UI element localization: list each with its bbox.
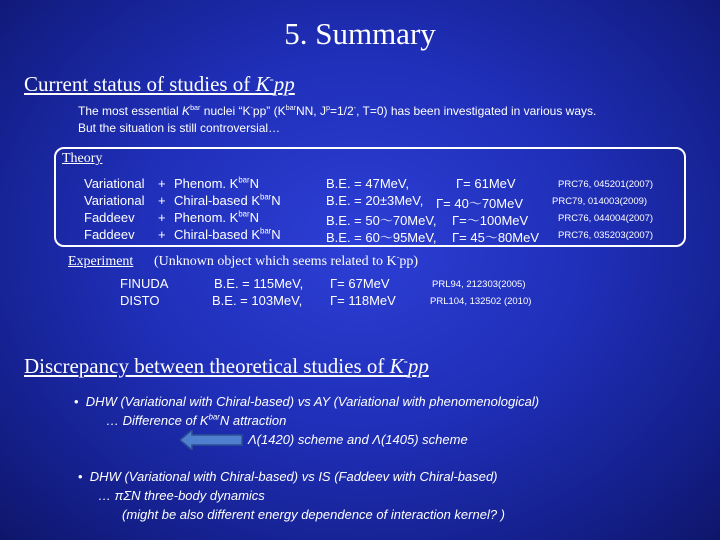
slide-title: 5. Summary bbox=[284, 16, 436, 51]
theory-width: Γ=～100MeV bbox=[452, 213, 529, 228]
theory-reference: PRC76, 035203(2007) bbox=[558, 230, 654, 241]
experiment-name: DISTO bbox=[120, 293, 160, 308]
experiment-name: FINUDA bbox=[120, 276, 169, 291]
theory-plus: + bbox=[158, 193, 166, 208]
theory-potential: Chiral-based $K^{bar}N$ bbox=[174, 192, 281, 208]
intro-line-1: The most essential $K^{bar}$ nuclei “K-pp” ($K^{bar}NN$, $J^p=1/2^-$, T=0) has been investigated in various ways. bbox=[78, 103, 597, 118]
theory-method: Variational bbox=[84, 176, 145, 191]
experiment-label: Experiment bbox=[68, 254, 134, 269]
bullet-2-line-3: (might be also different energy dependence of interaction kernel? ) bbox=[122, 507, 506, 522]
theory-method: Faddeev bbox=[84, 210, 135, 225]
experiment-note: (Unknown object which seems related to K-pp) bbox=[154, 252, 419, 269]
theory-binding-energy: B.E. = 50～70MeV, bbox=[326, 213, 437, 228]
intro-line-2: But the situation is still controversial… bbox=[78, 121, 281, 135]
bullet-1-line-2: … Difference of $K^{bar}N$ attraction bbox=[106, 412, 287, 428]
theory-width: Γ= 45～80MeV bbox=[452, 230, 540, 245]
current-status-heading: Current status of studies of K-pp bbox=[24, 72, 295, 96]
theory-potential: Phenom. $K^{bar}N$ bbox=[174, 175, 259, 191]
bullet-2-line-2: … πΣN three-body dynamics bbox=[98, 488, 265, 503]
theory-plus: + bbox=[158, 176, 166, 191]
theory-plus: + bbox=[158, 210, 166, 225]
bullet-1-line-1: • DHW (Variational with Chiral-based) vs AY (Variational with phenomenological) bbox=[74, 394, 540, 409]
theory-method: Variational bbox=[84, 193, 145, 208]
theory-method: Faddeev bbox=[84, 227, 135, 242]
theory-binding-energy: B.E. = 47MeV, bbox=[326, 176, 409, 191]
theory-binding-energy: B.E. = 60～95MeV, bbox=[326, 230, 437, 245]
theory-reference: PRC76, 044004(2007) bbox=[558, 213, 654, 224]
theory-reference: PRC76, 045201(2007) bbox=[558, 179, 654, 190]
experiment-binding-energy: B.E. = 103MeV, bbox=[212, 293, 303, 308]
bullet-1-line-3: Λ(1420) scheme and Λ(1405) scheme bbox=[248, 432, 468, 447]
theory-potential: Chiral-based $K^{bar}N$ bbox=[174, 226, 281, 242]
experiment-reference: PRL104, 132502 (2010) bbox=[430, 296, 532, 307]
theory-potential: Phenom. $K^{bar}N$ bbox=[174, 209, 259, 225]
bullet-dot-icon: • bbox=[78, 469, 83, 484]
experiment-width: Γ= 118MeV bbox=[330, 293, 396, 308]
theory-width: Γ= 40～70MeV bbox=[436, 196, 524, 211]
bullet-2-line-1: • DHW (Variational with Chiral-based) vs IS (Faddeev with Chiral-based) bbox=[78, 469, 498, 484]
experiment-width: Γ= 67MeV bbox=[330, 276, 390, 291]
left-arrow-icon bbox=[180, 430, 244, 450]
theory-reference: PRC79, 014003(2009) bbox=[552, 196, 648, 207]
theory-width: Γ= 61MeV bbox=[456, 176, 516, 191]
theory-label: Theory bbox=[62, 151, 103, 166]
theory-plus: + bbox=[158, 227, 166, 242]
experiment-binding-energy: B.E. = 115MeV, bbox=[214, 276, 304, 291]
bullet-dot-icon: • bbox=[74, 394, 79, 409]
experiment-reference: PRL94, 212303(2005) bbox=[432, 279, 526, 290]
discrepancy-heading: Discrepancy between theoretical studies of K-pp bbox=[24, 354, 429, 378]
theory-binding-energy: B.E. = 20±3MeV, bbox=[326, 193, 424, 208]
